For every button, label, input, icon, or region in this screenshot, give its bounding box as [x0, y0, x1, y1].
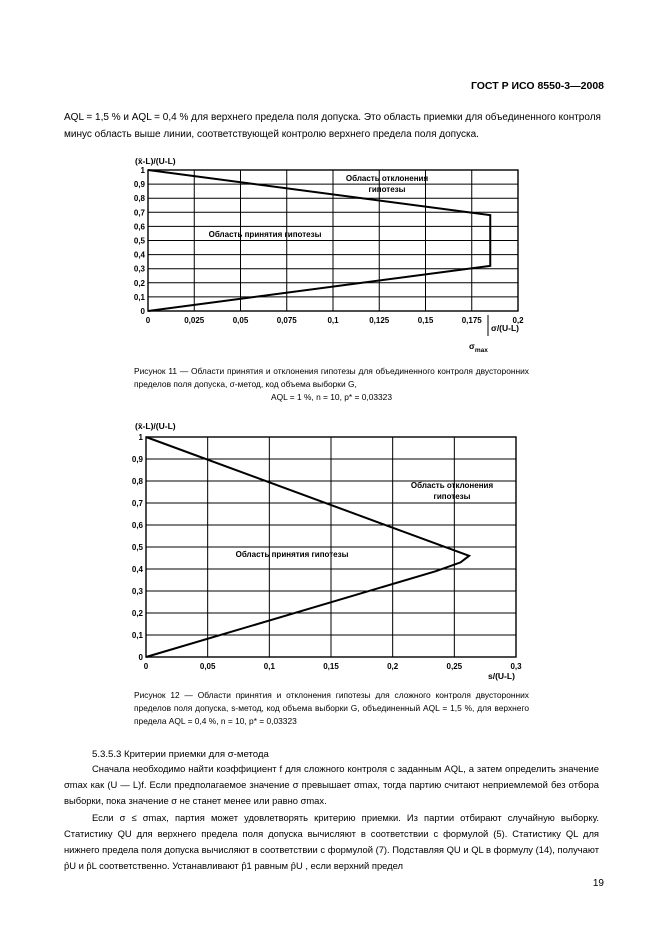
figure-12-caption: Рисунок 12 — Области принятия и отклонения гипотезы для сложного контроля двусторонних пределов поля допуска, s-метод, код объема выборки G, объединенный AQL = 1,5 %, для верхнего предела AQL = 0,4 %, n = 10, p* = 0,03323	[134, 690, 529, 726]
figure-12-svg	[125, 415, 535, 685]
section-heading: 5.3.5.3 Критерии приемки для σ-метода	[92, 749, 269, 760]
x-axis-label: σ/(U-L)	[491, 323, 519, 333]
reject-region-label: Область отклонения гипотезы	[410, 481, 494, 501]
y-tick-label: 0,2	[131, 609, 143, 618]
x-tick-label: 0,075	[276, 316, 297, 325]
y-tick-label: 0,8	[131, 477, 143, 486]
sigma-max-label: $\sigma_{max}$	[469, 341, 488, 354]
x-tick-label: 0,025	[184, 316, 205, 325]
x-tick-label: 0,15	[417, 316, 434, 325]
paragraph-2: Если σ ≤ σmax, партия может удовлетворять критерию приемки. Из партии отбирают случайную выборку. Статистику QU для верхнего предела поля допуска вычисляют в соответствии с формулой (5). Статистику QL для нижнего предела поля допуска вычисляют в соответствии с формулой (7). Подставляя QU и QL в формулу (14), получают p̂U и p̂L соответственно. Устанавливают p̂1 равным p̂U , если верхний предел	[64, 811, 599, 872]
y-tick-label: 0,6	[133, 222, 145, 232]
y-tick-label: 1	[140, 166, 145, 175]
x-tick-label: 0,1	[263, 662, 275, 671]
y-tick-label: 0,8	[133, 194, 145, 204]
y-tick-label: 0,3	[131, 587, 143, 596]
y-tick-label: 0,7	[131, 499, 143, 508]
y-tick-label: 0,1	[133, 292, 145, 302]
page-number: 19	[592, 878, 604, 889]
paragraph-1: Сначала необходимо найти коэффициент f для сложного контроля с заданным AQL, а затем определить значение σmax как (U — L)f. Если предполагаемое значение σ превышает σmax, тогда партию считают неприемлемой без отбора выборки, пока значение σ не станет менее или равно σmax.	[64, 763, 599, 807]
figure-12-chart	[125, 415, 535, 685]
x-tick-label: 0	[143, 662, 149, 671]
y-axis-label: (x̄-L)/(U-L)	[135, 156, 176, 166]
y-tick-label: 0,5	[131, 543, 143, 552]
y-tick-label: 0,1	[131, 631, 143, 640]
document-id: ГОСТ Р ИСО 8550-3—2008	[470, 80, 604, 92]
y-tick-label: 0,6	[131, 521, 143, 530]
y-tick-label: 0	[138, 653, 143, 662]
y-axis-label: (x̄-L)/(U-L)	[135, 421, 176, 431]
y-tick-label: 0,2	[133, 278, 145, 288]
accept-region-label: Область принятия гипотезы	[208, 230, 322, 239]
y-tick-label: 0,9	[131, 455, 143, 464]
x-tick-label: 0,05	[232, 316, 249, 325]
y-tick-label: 0,4	[133, 250, 145, 260]
x-tick-label: 0,25	[446, 662, 463, 671]
intro-paragraph: AQL = 1,5 % и AQL = 0,4 % для верхнего предела поля допуска. Это область приемки для объединенного контроля минус область выше линии, соответствующей контролю верхнего предела поля допуска.	[64, 112, 601, 140]
x-tick-label: 0,125	[369, 316, 390, 325]
y-tick-label: 0,3	[133, 264, 145, 274]
x-tick-label: 0,3	[510, 662, 522, 671]
x-tick-label: 0	[145, 316, 151, 325]
x-tick-label: 0,1	[327, 316, 339, 325]
figure-11-caption-line-1: Рисунок 11 — Области принятия и отклонения гипотезы для объединенного контроля двусторонних пределов поля допуска, σ-метод, код объема выборки G,	[134, 366, 529, 389]
x-tick-label: 0,05	[199, 662, 216, 671]
y-tick-label: 0,5	[133, 236, 145, 246]
x-tick-label: 0,2	[512, 316, 524, 325]
y-tick-label: 0,9	[133, 180, 145, 190]
figure-11-caption-line-2: AQL = 1 %, n = 10, p* = 0,03323	[271, 392, 392, 402]
body-text	[64, 761, 599, 874]
reject-region-label: Область отклонения гипотезы	[345, 174, 429, 194]
x-axis-label: s/(U-L)	[488, 671, 515, 681]
figure-11-svg	[125, 150, 535, 355]
y-tick-label: 1	[138, 433, 143, 442]
y-tick-label: 0	[140, 307, 145, 316]
y-tick-label: 0,7	[133, 208, 145, 218]
y-tick-label: 0,4	[131, 565, 143, 574]
figure-11-caption	[134, 365, 529, 404]
accept-region-label: Область принятия гипотезы	[235, 550, 349, 559]
figure-11-chart	[125, 150, 535, 355]
x-tick-label: 0,2	[387, 662, 399, 671]
x-tick-label: 0,175	[461, 316, 482, 325]
x-tick-label: 0,15	[323, 662, 339, 671]
